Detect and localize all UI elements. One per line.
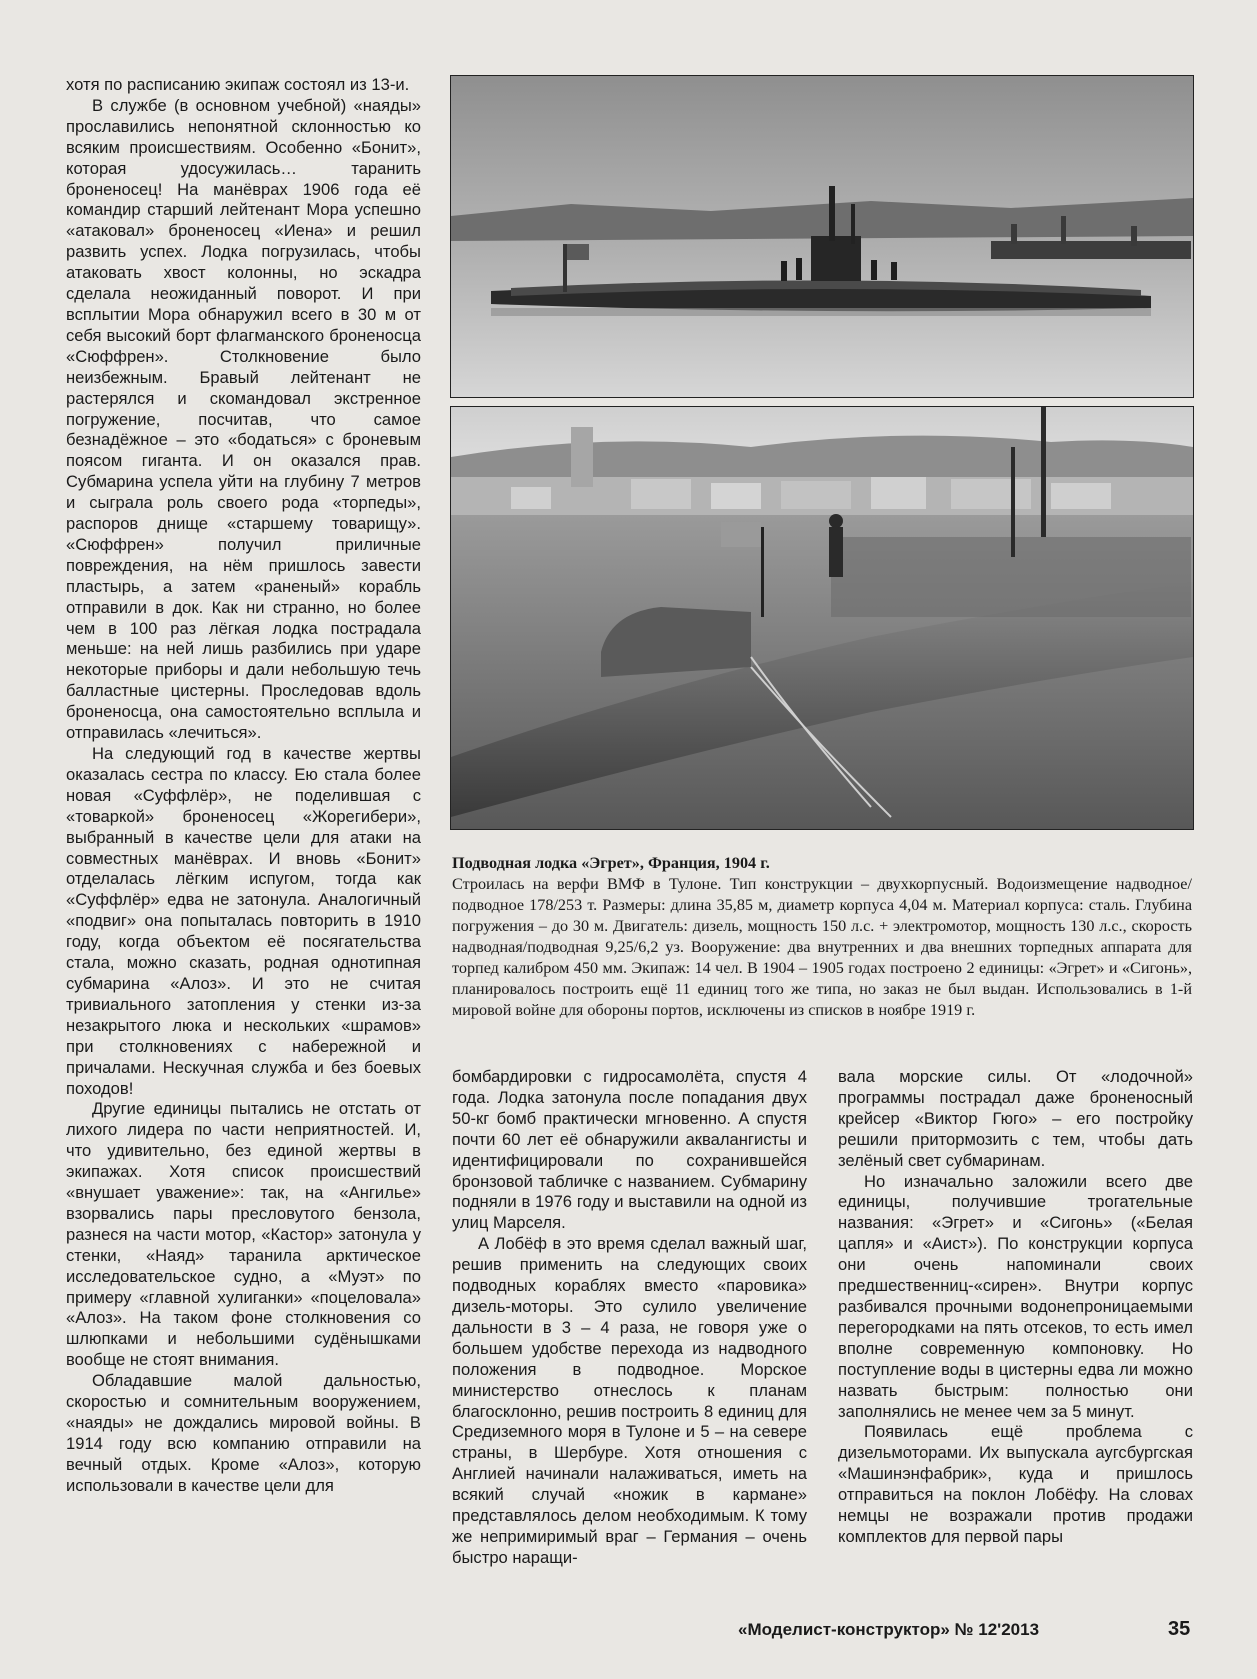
photo-submarine-moored [450,406,1194,830]
caption-title: Подводная лодка «Эгрет», Франция, 1904 г. [452,854,770,872]
paragraph: В службе (в основном учебной) «наяды» прославились непонятной склонностью ко всяким происшествиям. Особенно «Бонит», которая удосужилась… таранить броненосец! На манёврах 1906 года её командир старший лейтенант Мора успешно «атаковал» броненосец «Иена» и решил развить успех. Лодка погрузилась, чтобы атаковать хвост колонны, но эскадра сделала неожиданный поворот. И при всплытии Мора обнаружил всего в 30 м от себя высокий борт флагманского броненосца «Сюффрен». Столкновение было неизбежным. Бравый лейтенант не растерялся и скомандовал экстренное погружение, посчитав, что самое безнадёжное – это «бодаться» с броневым поясом гиганта. И он оказался прав. Субмарина успела уйти на глубину 7 метров и сыграла роль своего рода «торпеды», распоров днище «старшему товарищу». «Сюффрен» получил приличные повреждения, на нём пришлось завести пластырь, а затем «раненый» корабль отправили в док. Как ни странно, но более чем в 100 раз лёгкая лодка пострадала меньше: на ней лишь разбились при ударе некоторые приборы и дали небольшую течь балластные цистерны. Проследовав вдоль броненосца, она самостоятельно всплыла и отправилась «лечиться». [66,95,421,743]
submarine-photo-bottom-image [451,407,1193,829]
text-column-left [66,75,421,1497]
paragraph: вала морские силы. От «лодочной» программы пострадал даже броненосный крейсер «Виктор Гюго» – его постройку решили притормозить с тем, чтобы дать зелёный свет субмаринам. [838,1067,1193,1170]
paragraph: хотя по расписанию экипаж состоял из 13-и. [66,75,410,94]
caption-text: Строилась на верфи ВМФ в Тулоне. Тип конструкции – двухкорпусный. Водоизмещение надводное/подводное 178/253 т. Размеры: длина 35,85 м, диаметр корпуса 4,04 м. Материал корпуса: сталь. Глубина погружения – до 30 м. Двигатель: дизель, мощность 150 л.с. + электромотор, мощность 130 л.с., скорость надводная/подводная 9,25/6,2 уз. Вооружение: два внутренних и два внешних торпедных аппарата для торпед калибром 450 мм. Экипаж: 14 чел. В 1904 – 1905 годах построено 2 единицы: «Эгрет» и «Сигонь», планировалось построить ещё 11 единиц того же типа, но заказ не был выдан. Использовались в 1-й мировой войне для обороны портов, исключены из списков в ноябре 1919 г. [452,875,1192,1019]
paragraph: А Лобёф в это время сделал важный шаг, решив применить на следующих своих подводных кораблях вместо «паровика» дизель-моторы. Это сулило увеличение дальности в 3 – 4 раза, не говоря уже о большем удобстве перехода из надводного положения в подводное. Морское министерство отнеслось к планам благосклонно, решив построить 8 единиц для Средиземного моря в Тулоне и 5 – на севере страны, в Шербуре. Хотя отношения с Англией начинали налаживаться, иметь на всякий случай «ножик в кармане» представлялось делом необходимым. К тому же непримиримый враг – Германия – очень быстро наращи- [452,1234,807,1567]
paragraph: Появилась ещё проблема с дизельмоторами. Их выпускала аугсбургская «Машинэнфабрик», куда и пришлось отправиться на поклон Лобёфу. На словах немцы не возражали против продажи комплектов для первой пары [838,1422,1193,1546]
paragraph: Обладавшие малой дальностью, скоростью и сомнительным вооружением, «наяды» не дождались мировой войны. В 1914 году всю компанию отправили на вечный отдых. Кроме «Алоз», которую использовали в качестве цели для [66,1371,421,1495]
page-number: 35 [1168,1618,1191,1640]
paragraph: Другие единицы пытались не отстать от лихого лидера по части неприятностей. И, что удивительно, без единой жертвы в экипажах. Хотя список происшествий «внушает уважение»: так, на «Ангилье» взорвались пары пресловутого бензола, разнеся на части мотор, «Кастор» затонула у стенки, «Наяд» таранила арктическое исследовательское судно, а «Муэт» по примеру «главной хулиганки» «поцеловала» «Алоз». На таком фоне столкновения со шлюпками и небольшими судёнышками вообще не стоят внимания. [66,1099,421,1370]
photo-submarine-at-sea [450,75,1194,398]
text-column-right [838,1067,1193,1548]
paragraph: Но изначально заложили всего две единицы, получившие трогательные названия: «Эгрет» и «Сигонь» («Белая цапля» и «Аист»). По конструкции корпуса они очень напоминали своих предшественниц-«сирен». Внутри корпус разбивался прочными водонепроницаемыми перегородками на пять отсеков, то есть имел вполне современную компоновку. Но поступление воды в цистерны едва ли можно назвать быстрым: полностью они заполнялись не менее чем за 5 минут. [838,1171,1193,1421]
magazine-footer-title: «Моделист-конструктор» № 12'2013 [738,1620,1040,1639]
paragraph: На следующий год в качестве жертвы оказалась сестра по классу. Ею стала более новая «Суффлёр», не поделившая с «товаркой» броненосец «Жорегибери», выбранный в качестве цели для атаки на совместных манёврах. И вновь «Бонит» отделалась лёгким испугом, тогда как «Суффлёр» едва не затонула. Аналогичный «подвиг» она попыталась повторить в 1910 году, когда объектом её посягательства стала, можно сказать, родная однотипная субмарина «Алоз». И это не считая тривиального затопления у стенки из-за незакрытого люка и нескольких «шрамов» при столкновениях с набережной и причалами. Нескучная служба и без боевых походов! [66,744,421,1098]
paragraph: бомбардировки с гидросамолёта, спустя 4 года. Лодка затонула после попадания двух 50-кг бомб практически мгновенно. А спустя почти 60 лет её обнаружили аквалангисты и идентифицировали по сохранившейся бронзовой табличке с названием. Субмарину подняли в 1976 году и выставили на одной из улиц Марселя. [452,1067,807,1233]
photo-caption [452,853,1192,1021]
submarine-photo-top-image [451,76,1193,397]
text-column-middle [452,1067,807,1569]
